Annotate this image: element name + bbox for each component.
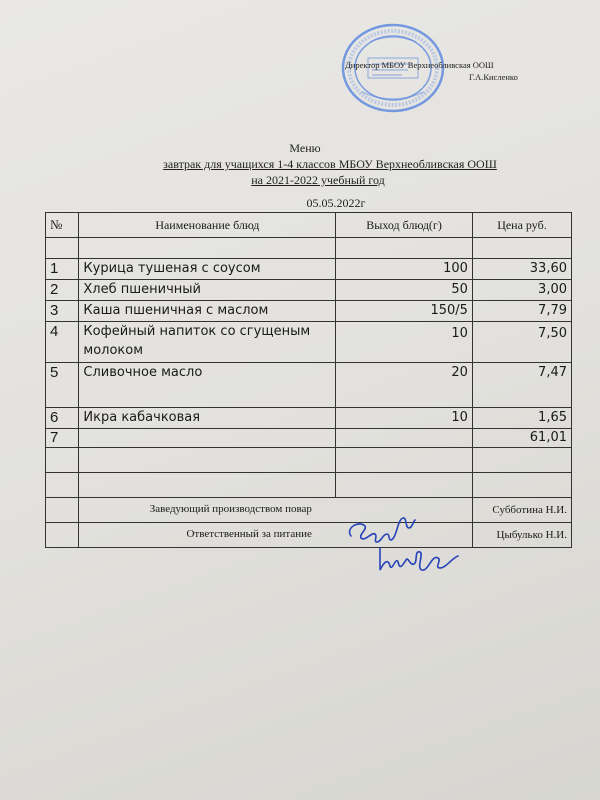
row-output: 20 <box>336 363 473 408</box>
table-row <box>46 259 572 280</box>
row-dish: Курица тушеная с соусом <box>79 259 336 280</box>
table-header-row <box>46 213 572 238</box>
row-num: 1 <box>46 259 79 280</box>
menu-date: 05.05.2022г <box>306 196 366 210</box>
signature-tsybulko <box>372 542 467 580</box>
row-num: 2 <box>46 280 79 301</box>
row-price: 7,47 <box>472 363 571 408</box>
approval-director: Директор МБОУ Верхнеобливская ООШ <box>345 60 494 70</box>
table-row <box>46 301 572 322</box>
table-row <box>46 363 572 408</box>
row-dish: Икра кабачковая <box>79 408 336 429</box>
total-price: 61,01 <box>472 429 571 448</box>
menu-table <box>45 212 572 548</box>
row-output: 50 <box>336 280 473 301</box>
row-output: 150/5 <box>336 301 473 322</box>
row-dish: Хлеб пшеничный <box>79 280 336 301</box>
row-output: 100 <box>336 259 473 280</box>
approval-block <box>345 60 518 82</box>
signature-row <box>46 498 572 523</box>
approval-name: Г.А.Кисленко <box>469 72 518 82</box>
menu-title: Меню <box>289 141 321 155</box>
row-num: 4 <box>46 322 79 363</box>
row-price: 7,79 <box>472 301 571 322</box>
table-row-blank <box>46 238 572 259</box>
signature-name: Цыбулько Н.И. <box>472 523 571 548</box>
signature-row <box>46 523 572 548</box>
row-dish: Сливочное масло <box>79 363 336 408</box>
signature-label: Ответственный за питание <box>186 528 312 540</box>
row-price: 3,00 <box>472 280 571 301</box>
row-output: 10 <box>336 322 473 363</box>
row-output: 10 <box>336 408 473 429</box>
header-name: Наименование блюд <box>79 213 336 238</box>
row-dish: Кофейный напиток со сгущеным молоком <box>79 322 336 363</box>
total-num: 7 <box>46 429 79 448</box>
header-output: Выход блюд(г) <box>336 213 473 238</box>
row-dish: Каша пшеничная с маслом <box>79 301 336 322</box>
row-num: 3 <box>46 301 79 322</box>
table-row-empty <box>46 448 572 473</box>
table-row <box>46 322 572 363</box>
row-num: 5 <box>46 363 79 408</box>
row-num: 6 <box>46 408 79 429</box>
row-price: 33,60 <box>472 259 571 280</box>
menu-subtitle: завтрак для учащихся 1-4 классов МБОУ Верхнеобливская ООШ <box>163 157 497 171</box>
row-price: 7,50 <box>472 322 571 363</box>
table-row <box>46 280 572 301</box>
table-row <box>46 408 572 429</box>
table-total-row <box>46 429 572 448</box>
header-num: № <box>46 213 79 238</box>
table-row-empty <box>46 473 572 498</box>
signature-label: Заведующий производством повар <box>149 503 312 515</box>
header-price: Цена руб. <box>472 213 571 238</box>
menu-year: на 2021-2022 учебный год <box>251 173 385 187</box>
signature-name: Субботина Н.И. <box>472 498 571 523</box>
row-price: 1,65 <box>472 408 571 429</box>
